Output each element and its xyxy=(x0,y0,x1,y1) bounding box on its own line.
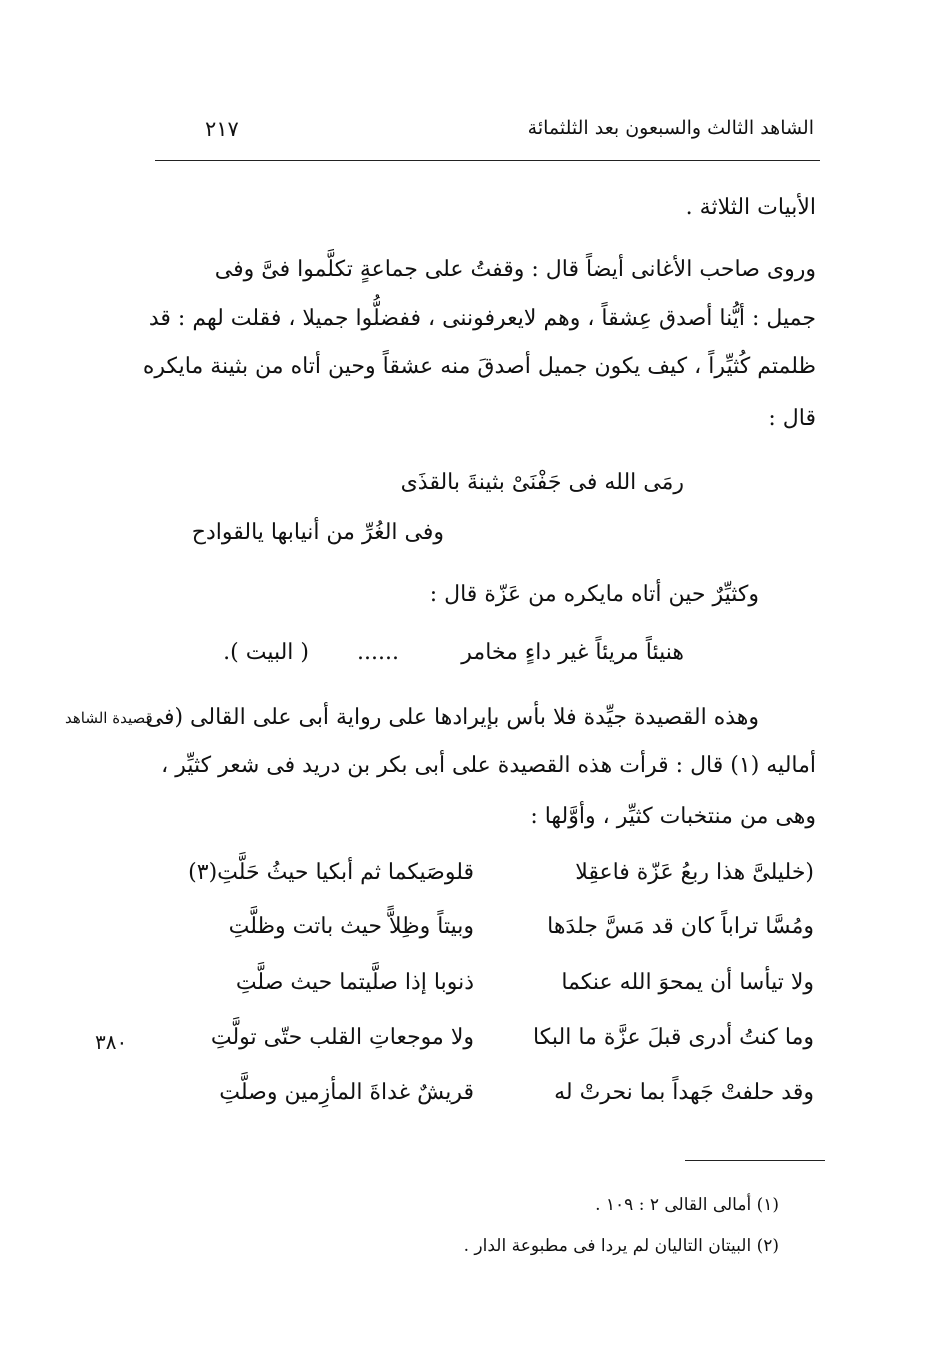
verse-hemistich: وفى الغُرِّ من أنيابها يالقوادح xyxy=(191,520,444,545)
poem-right-hemistich: ولا تيأسا أن يمحوَ الله عنكما xyxy=(561,970,814,995)
paragraph-line: ظلمتم كُثيِّراً ، كيف يكون جميل أصدقَ منه عشقاً وحين أتاه من بثينة مايكره xyxy=(142,354,816,379)
text-line: وكثيِّرٌ حين أتاه مايكره من عَزّة قال : xyxy=(429,582,759,607)
verse-hemistich: هنيئاً مريئاً غير داءٍ مخامر xyxy=(461,640,684,665)
running-header-title: الشاهد الثالث والسبعون بعد الثلثمائة xyxy=(527,117,814,139)
poem-right-hemistich: ومُسَّا تراباً كان قد مَسَّ جلدَها xyxy=(547,914,814,939)
paragraph-line: وهى من منتخبات كثيِّر ، وأوَّلها : xyxy=(530,804,816,829)
paragraph-line: أماليه (١) قال : قرأت هذه القصيدة على أبى بكر بن دريد فى شعر كثيِّر ، xyxy=(161,753,816,778)
margin-note: قصيدة الشاهد xyxy=(65,709,153,727)
poem-left-hemistich: ولا موجعاتِ القلب حتّى تولَّتِ xyxy=(210,1025,474,1050)
footnote: (١) أمالى القالى ٢ : ١٠٩ . xyxy=(595,1195,779,1215)
line-number: ٣٨٠ xyxy=(95,1030,128,1054)
poem-left-hemistich: قلوصَيكما ثم أبكيا حيثُ حَلَّتِ(٣) xyxy=(188,860,474,885)
footnote-rule xyxy=(685,1160,825,1161)
paragraph-line: وهذه القصيدة جيِّدة فلا بأس بإيرادها على رواية أبى على القالى (فى xyxy=(145,705,759,730)
text-line: الأبيات الثلاثة . xyxy=(685,195,816,220)
page-number: ٢١٧ xyxy=(205,117,239,141)
verse-hemistich: رمَى الله فى جَفْنَىْ بثينةَ بالقذَى xyxy=(400,470,684,495)
poem-left-hemistich: وبيتاً وظِلاًّ حيث باتت وظلَّتِ xyxy=(228,914,474,939)
poem-left-hemistich: قريشٌ غداةَ المأزِمين وصلَّتِ xyxy=(219,1080,474,1105)
paragraph-line: قال : xyxy=(768,406,816,431)
footnote: (٢) البيتان التاليان لم يردا فى مطبوعة الدار . xyxy=(463,1236,779,1256)
header-rule xyxy=(155,160,820,161)
poem-right-hemistich: (خليلىَّ هذا ربعُ عَزّة فاعقِلا xyxy=(575,860,814,885)
poem-left-hemistich: ذنوبا إذا صلَّيتما حيث صلَّتِ xyxy=(235,970,474,995)
ellipsis: ...... xyxy=(357,640,399,665)
poem-right-hemistich: وقد حلفتْ جَهداً بما نحرتْ له xyxy=(554,1080,814,1105)
paragraph-line: جميل : أيُّنا أصدق عِشقاً ، وهم لايعرفوننى ، ففضلُّوا جميلا ، فقلت لهم : قد xyxy=(148,306,816,331)
paragraph-line: وروى صاحب الأغانى أيضاً قال : وقفتُ على جماعةٍ تكلَّموا فىَّ وفى xyxy=(214,257,816,282)
verse-note: ( البيت ). xyxy=(223,640,309,665)
poem-right-hemistich: وما كنتُ أدرى قبلَ عزَّة ما البكا xyxy=(533,1025,814,1050)
